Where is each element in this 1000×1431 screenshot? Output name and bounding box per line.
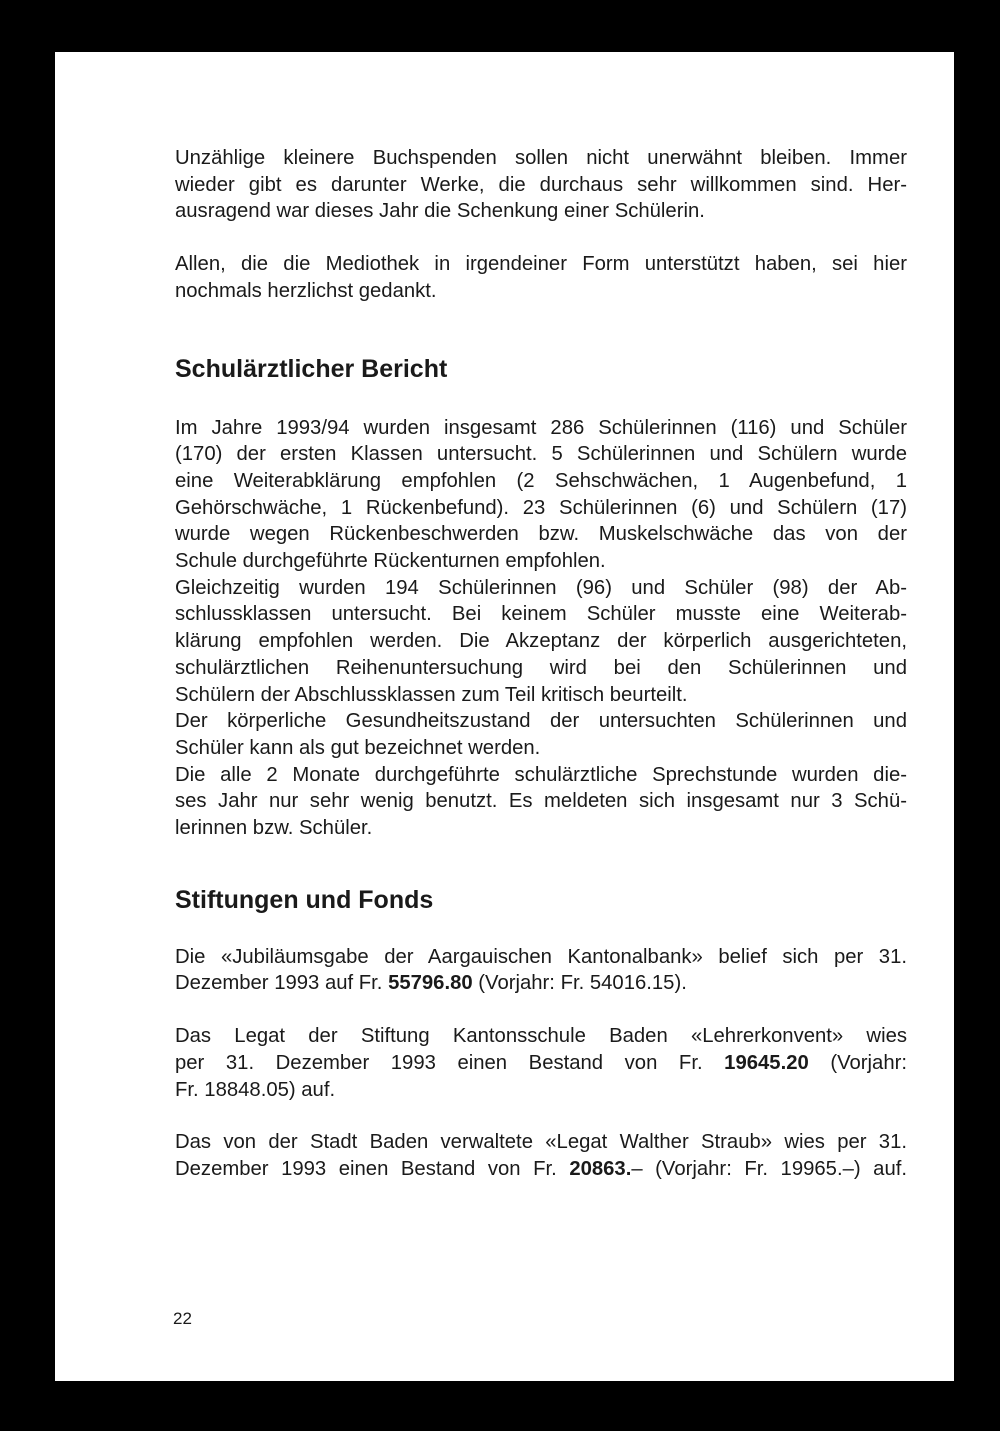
text-line: Allen, die die Mediothek in irgendeiner Form unterstützt haben, sei hier [175, 253, 907, 276]
section-heading-foundations: Stiftungen und Fonds [175, 885, 434, 914]
text-line: Das Legat der Stiftung Kantonsschule Baden «Lehrerkonvent» wies [175, 1025, 907, 1048]
paragraph-thanks [175, 251, 907, 304]
text-segment: per 31. Dezember 1993 einen Bestand von Fr. [175, 1051, 725, 1074]
text-line: lerinnen bzw. Schüler. [175, 817, 373, 840]
text-line: eine Weiterabklärung empfohlen (2 Sehschwächen, 1 Augenbefund, 1 [175, 469, 907, 492]
document-page [55, 52, 954, 1381]
amount-value: 55796.80 [388, 972, 473, 995]
text-line: Der körperliche Gesundheitszustand der untersuchten Schülerinnen und [175, 710, 907, 733]
paragraph-book-donations [175, 145, 907, 225]
text-line: Gleichzeitig wurden 194 Schülerinnen (96) und Schüler (98) der Ab- [175, 576, 907, 599]
text-line: (170) der ersten Klassen untersucht. 5 Schülerinnen und Schülern wurde [175, 443, 907, 466]
text-line: Gehörschwäche, 1 Rückenbefund). 23 Schülerinnen (6) und Schülern (17) [175, 496, 907, 519]
paragraph-school-doctor-report [175, 415, 907, 842]
page-number: 22 [173, 1309, 192, 1328]
paragraph-jubilee-fund [175, 944, 907, 997]
amount-value: 19645.20 [724, 1051, 809, 1074]
text-line: Die alle 2 Monate durchgeführte schulärztliche Sprechstunde wurden die- [175, 763, 907, 786]
text-line: Fr. 18848.05) auf. [175, 1078, 336, 1101]
text-line: schulärztlichen Reihenuntersuchung wird bei den Schülerinnen und [175, 656, 907, 679]
text-line [175, 1156, 907, 1183]
page-content [175, 145, 907, 1183]
text-segment: (Vorjahr: [808, 1051, 907, 1074]
text-segment: (Vorjahr: Fr. 54016.15). [472, 972, 687, 995]
amount-value: 20863. [569, 1157, 632, 1180]
text-segment: Dezember 1993 einen Bestand von Fr. [175, 1157, 570, 1180]
text-line: wurde wegen Rückenbeschwerden bzw. Muskelschwäche das von der [175, 523, 907, 546]
text-line: Schülern der Abschlussklassen zum Teil kritisch beurteilt. [175, 683, 688, 706]
text-line: Das von der Stadt Baden verwaltete «Legat Walther Straub» wies per 31. [175, 1131, 907, 1154]
text-segment: – (Vorjahr: Fr. 19965.–) auf. [631, 1157, 907, 1180]
text-line [175, 1050, 907, 1077]
text-line: Unzählige kleinere Buchspenden sollen nicht unerwähnt bleiben. Immer [175, 147, 907, 169]
text-line: ses Jahr nur sehr wenig benutzt. Es meldeten sich insgesamt nur 3 Schü- [175, 790, 907, 813]
text-line: Im Jahre 1993/94 wurden insgesamt 286 Schülerinnen (116) und Schüler [175, 416, 907, 439]
text-line: Schule durchgeführte Rückenturnen empfohlen. [175, 550, 606, 573]
text-line: klärung empfohlen werden. Die Akzeptanz der körperlich ausgerichteten, [175, 630, 907, 653]
text-segment: Dezember 1993 auf Fr. [175, 972, 389, 995]
text-line [175, 970, 907, 997]
paragraph-straub-legacy [175, 1129, 907, 1182]
text-line: wieder gibt es darunter Werke, die durchaus sehr willkommen sind. Her- [175, 173, 907, 196]
text-line: ausragend war dieses Jahr die Schenkung einer Schülerin. [175, 200, 705, 223]
text-line: nochmals herzlichst gedankt. [175, 279, 437, 302]
text-line: Die «Jubiläumsgabe der Aargauischen Kantonalbank» belief sich per 31. [175, 945, 907, 968]
section-heading-school-doctor: Schulärztlicher Bericht [175, 354, 448, 383]
paragraph-teacher-legacy [175, 1023, 907, 1103]
text-line: schlussklassen untersucht. Bei keinem Schüler musste eine Weiterab- [175, 603, 907, 626]
text-line: Schüler kann als gut bezeichnet werden. [175, 736, 541, 759]
